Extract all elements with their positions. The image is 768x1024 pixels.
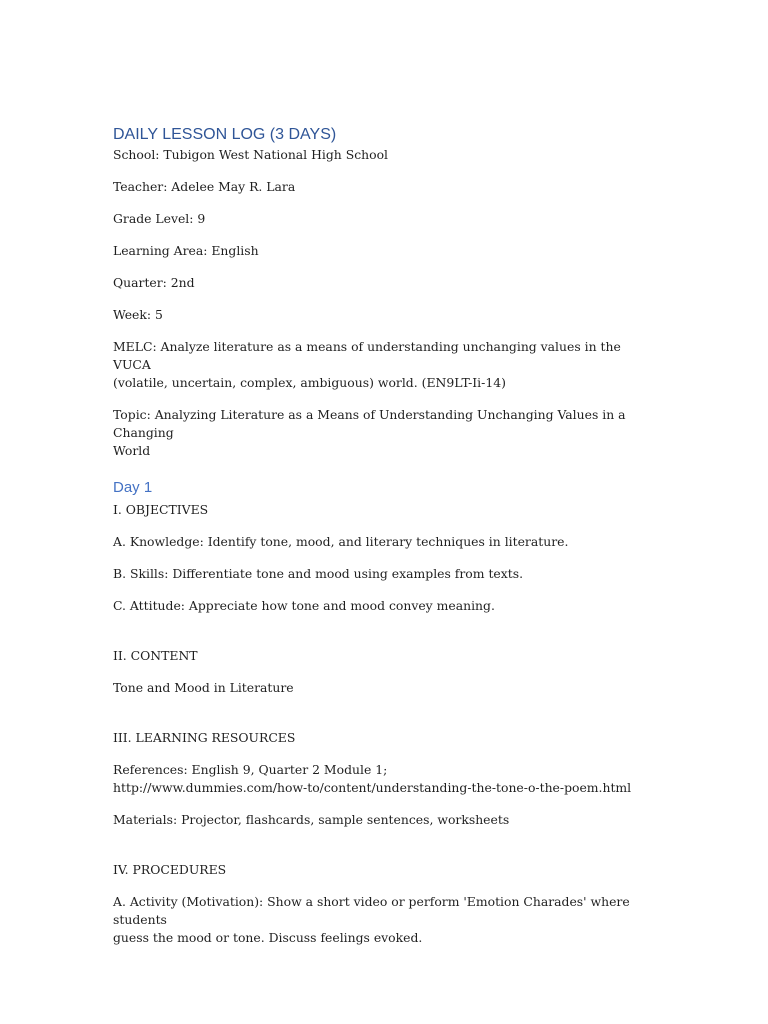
topic-line-1: Topic: Analyzing Literature as a Means of Understanding Unchanging Values in a Changing: [113, 407, 626, 440]
document-body: [113, 124, 658, 947]
melc-line-2: (volatile, uncertain, complex, ambiguous) world. (EN9LT-Ii-14): [113, 375, 506, 390]
references-line-2: http://www.dummies.com/how-to/content/understanding-the-tone-o-the-poem.html: [113, 780, 632, 795]
topic-line-2: World: [113, 443, 151, 458]
objective-knowledge: A. Knowledge: Identify tone, mood, and literary techniques in literature.: [113, 534, 569, 549]
week-line: Week: 5: [113, 307, 163, 322]
teacher-line: Teacher: Adelee May R. Lara: [113, 179, 296, 194]
objective-skills: B. Skills: Differentiate tone and mood using examples from texts.: [113, 566, 524, 581]
melc-line-1: MELC: Analyze literature as a means of understanding unchanging values in the VUCA: [113, 339, 621, 372]
melc-paragraph: [113, 338, 658, 392]
grade-level-line: Grade Level: 9: [113, 211, 206, 226]
materials-line: Materials: Projector, flashcards, sample sentences, worksheets: [113, 812, 510, 827]
activity-paragraph: [113, 893, 658, 947]
learning-area-line: Learning Area: English: [113, 243, 259, 258]
content-heading: II. CONTENT: [113, 648, 198, 663]
topic-paragraph: [113, 406, 658, 460]
activity-line-1: A. Activity (Motivation): Show a short video or perform 'Emotion Charades' where students: [113, 894, 630, 927]
quarter-line: Quarter: 2nd: [113, 275, 195, 290]
objectives-heading: I. OBJECTIVES: [113, 502, 209, 517]
references-line-1: References: English 9, Quarter 2 Module 1;: [113, 762, 388, 777]
content-text: Tone and Mood in Literature: [113, 680, 294, 695]
resources-heading: III. LEARNING RESOURCES: [113, 730, 296, 745]
objective-attitude: C. Attitude: Appreciate how tone and mood convey meaning.: [113, 598, 495, 613]
school-line: School: Tubigon West National High School: [113, 147, 388, 162]
activity-line-2: guess the mood or tone. Discuss feelings evoked.: [113, 930, 423, 945]
references-paragraph: [113, 761, 658, 797]
document-title: DAILY LESSON LOG (3 DAYS): [113, 126, 337, 143]
day1-heading: Day 1: [113, 479, 153, 496]
procedures-heading: IV. PROCEDURES: [113, 862, 227, 877]
